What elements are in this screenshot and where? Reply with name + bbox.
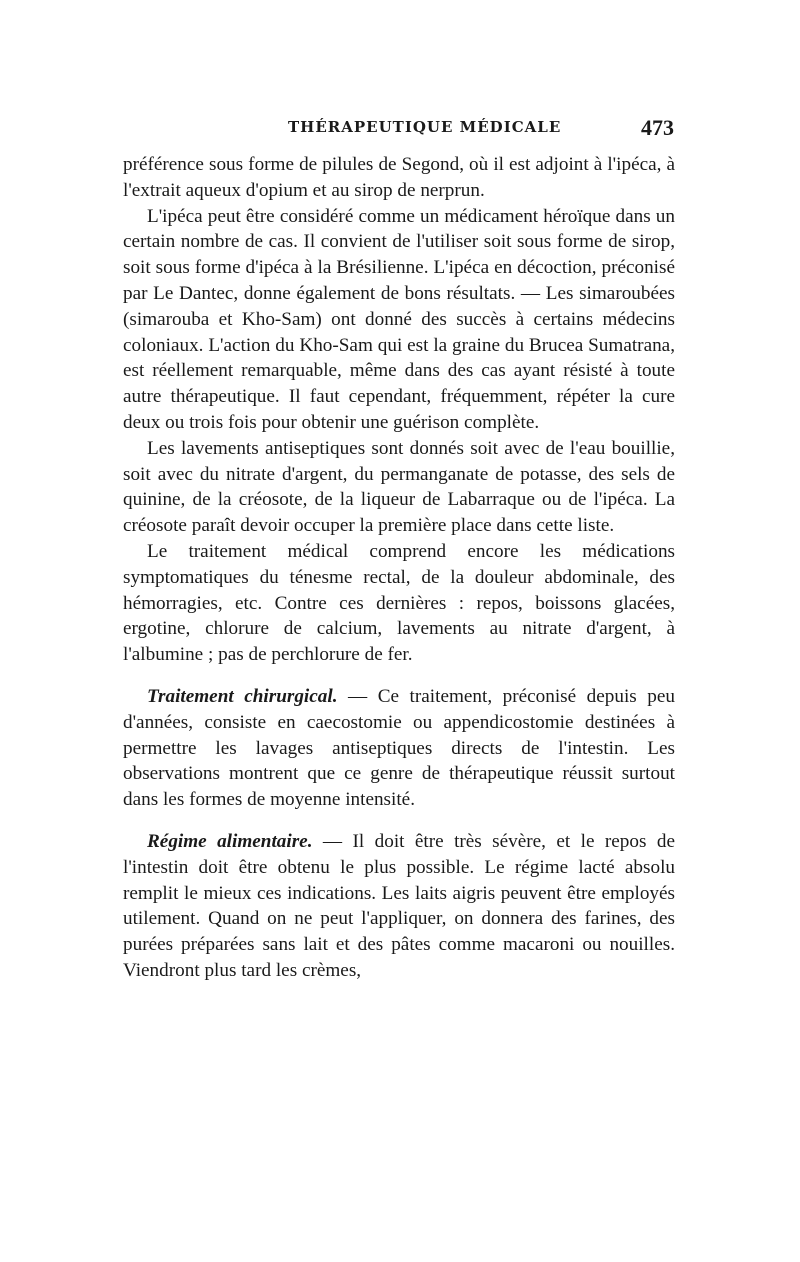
page-number: 473 <box>641 115 674 140</box>
paragraph-lavements: Les lavements antiseptiques sont donnés soit avec de l'eau bouillie, soit avec du nitrate d'argent, du permanganate de potasse, des sels de quinine, de la créosote, de la liqueur de Labarraque ou de l'ipéca. La créosote paraît devoir occuper la première place dans cette liste. <box>123 437 675 537</box>
body-text <box>123 152 675 984</box>
paragraph-continuation: préférence sous forme de pilules de Segond, où il est adjoint à l'ipéca, à l'extrait aqueux d'opium et au sirop de nerprun. <box>123 154 675 201</box>
running-head <box>120 115 676 148</box>
section-traitement-chirurgical <box>123 684 675 813</box>
section-text-regime: — Il doit être très sévère, et le repos de l'intestin doit être obtenu le plus possible. Le régime lacté absolu remplit le mieux ces indications. Les laits aigris peuvent être employés utilement. Quand on ne peut l'appliquer, on donnera des farines, des purées préparées sans lait et des pâtes comme macaroni ou nouilles. Viendront plus tard les crèmes, <box>123 830 675 981</box>
section-label-regime: Régime alimentaire. <box>147 830 313 852</box>
section-label-chirurgical: Traitement chirurgical. <box>147 685 338 707</box>
paragraph-ipeca: L'ipéca peut être considéré comme un médicament héroïque dans un certain nombre de cas. Il convient de l'utiliser soit sous forme de sirop, soit sous forme d'ipéca à la Brésilienne. L'ipéca en décoction, préconisé par Le Dantec, donne également de bons résultats. — Les simaroubées (simarouba et Kho-Sam) ont donné des succès à certains médecins coloniaux. L'action du Kho-Sam qui est la graine du Brucea Sumatrana, est réellement remarquable, même dans des cas ayant résisté à toute autre thérapeutique. Il faut cependant, fréquemment, répéter la cure deux ou trois fois pour obtenir une guérison complète. <box>123 205 675 433</box>
section-text-chirurgical: — Ce traitement, préconisé depuis peu d'années, consiste en caecostomie ou appendicostomie destinées à permettre les lavages antiseptiques directs de l'intestin. Les observations montrent que ce genre de thérapeutique réussit surtout dans les formes de moyenne intensité. <box>123 685 675 811</box>
running-title: THÉRAPEUTIQUE MÉDICALE <box>288 118 562 136</box>
paragraph-traitement-medical: Le traitement médical comprend encore les médications symptomatiques du ténesme rectal, de la douleur abdominale, des hémorragies, etc. Contre ces dernières : repos, boissons glacées, ergotine, chlorure de calcium, lavements au nitrate d'argent, à l'albumine ; pas de perchlorure de fer. <box>123 540 675 666</box>
section-regime-alimentaire <box>123 829 675 984</box>
